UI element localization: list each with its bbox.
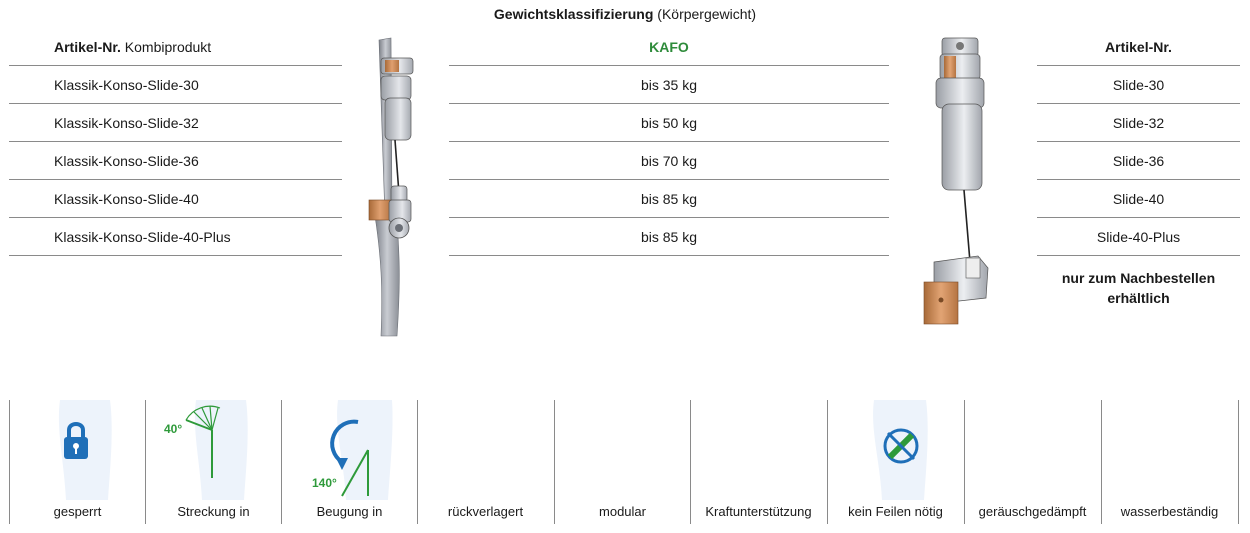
reorder-note [1037,268,1240,308]
reorder-note-line2: erhältlich [1107,290,1170,306]
left-table-row: Klassik-Konso-Slide-40 [9,180,342,218]
left-table-header [9,28,342,66]
feature-label: Streckung in [177,504,250,519]
flexion-angle-icon [282,400,418,500]
weight-row: bis 85 kg [449,218,889,256]
weight-row: bis 85 kg [449,180,889,218]
feature-no-file [827,400,963,524]
right-table-header: Artikel-Nr. [1037,28,1240,66]
feature-label: geräuschgedämpft [978,504,1087,519]
feature-label: modular [599,504,646,519]
page-title [0,6,1250,22]
left-table-row: Klassik-Konso-Slide-30 [9,66,342,104]
reorder-note-line1: nur zum Nachbestellen [1061,270,1216,286]
title-bold: Gewichtsklassifizierung [493,6,654,22]
extension-angle-icon [146,400,282,500]
feature-waterproof [1101,400,1237,524]
feature-strip-end-divider [1238,400,1239,524]
feature-flexion [281,400,417,524]
no-file-icon [828,400,964,500]
left-table-row: Klassik-Konso-Slide-40-Plus [9,218,342,256]
feature-retro [417,400,553,524]
weight-row: bis 35 kg [449,66,889,104]
right-table-row: Slide-32 [1037,104,1240,142]
feature-quiet [964,400,1100,524]
right-table-row: Slide-36 [1037,142,1240,180]
feature-label: kein Feilen nötig [848,504,943,519]
left-table-row: Klassik-Konso-Slide-32 [9,104,342,142]
right-table-row: Slide-40-Plus [1037,218,1240,256]
feature-modular [554,400,690,524]
lock-icon [10,400,146,500]
right-table-row: Slide-30 [1037,66,1240,104]
extension-angle: 40° [164,422,183,436]
feature-locked [9,400,145,524]
left-table-row: Klassik-Konso-Slide-36 [9,142,342,180]
flexion-angle: 140° [312,476,337,490]
feature-label: Beugung in [316,504,383,519]
weight-row: bis 50 kg [449,104,889,142]
feature-extension [145,400,281,524]
slide-joint-image [920,36,1000,326]
weight-row: bis 70 kg [449,142,889,180]
left-header-normal: Kombiprodukt [120,39,212,55]
right-table-row: Slide-40 [1037,180,1240,218]
title-normal: (Körpergewicht) [653,6,757,22]
feature-label: Kraftunterstützung [705,504,812,519]
feature-label: wasserbeständig [1120,504,1219,519]
left-header-bold: Artikel-Nr. [54,39,121,55]
feature-label: rückverlagert [447,504,524,519]
kafo-joint-image [355,36,425,338]
feature-power [690,400,826,524]
kafo-header: KAFO [449,28,889,66]
feature-label: gesperrt [53,504,102,519]
